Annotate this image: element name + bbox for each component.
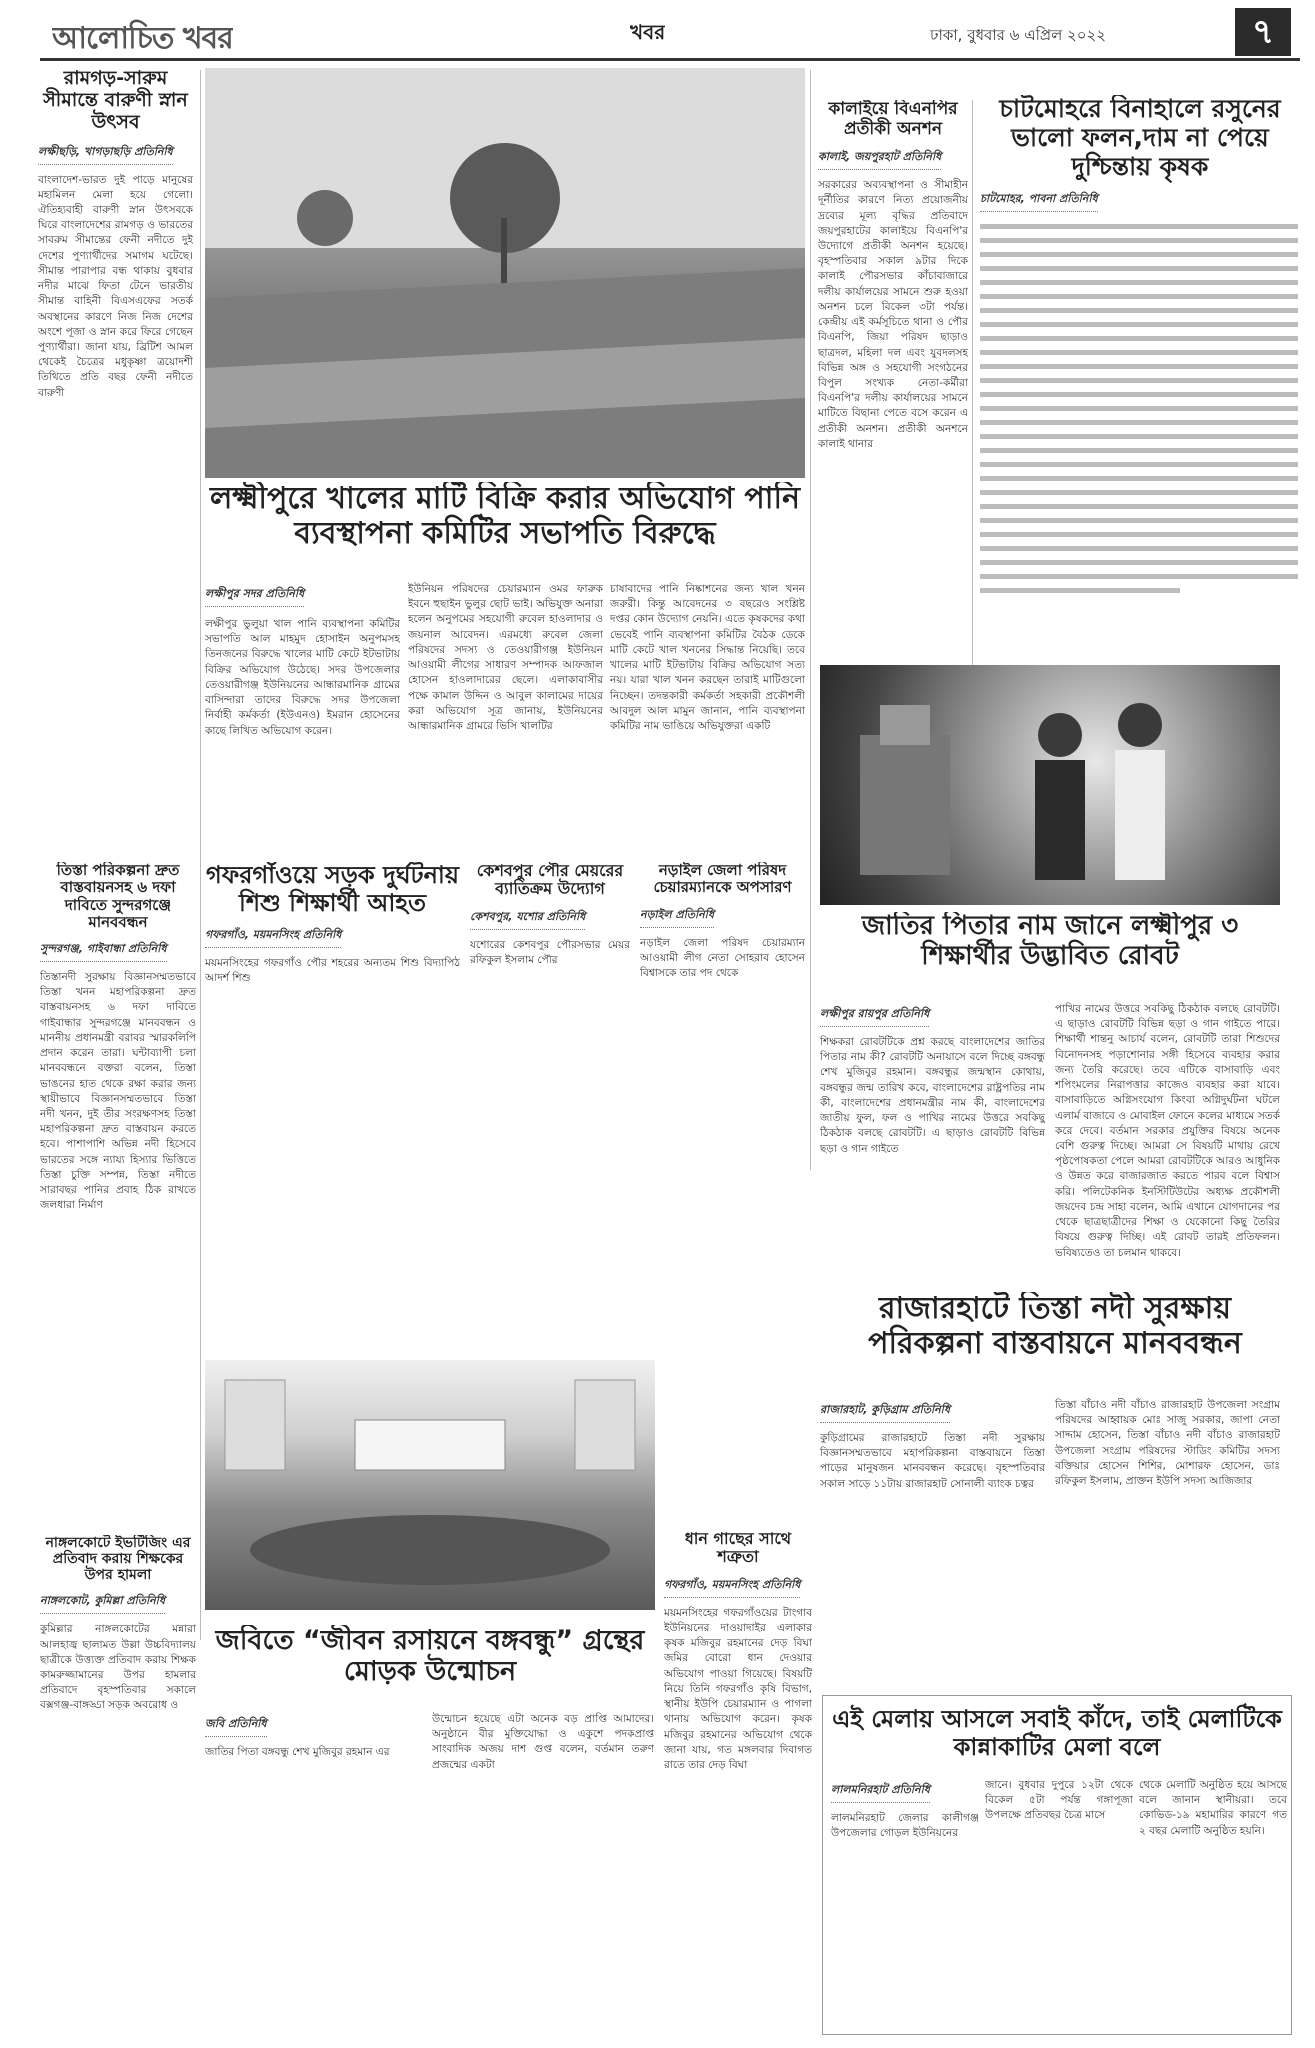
headline: নড়াইল জেলা পরিষদ চেয়ারম্যানকে অপসারণ <box>653 862 792 897</box>
article-jabi <box>205 1625 655 1687</box>
byline: লক্ষীছড়ি, খাগড়াছড়ি প্রতিনিধি <box>38 143 173 165</box>
page-number: ৭ <box>1235 8 1291 56</box>
canal-photo-illustration <box>205 68 805 478</box>
byline: রাজারহাট, কুড়িগ্রাম প্রতিনিধি <box>820 1401 950 1423</box>
masthead-rule <box>40 58 1300 61</box>
byline: কালাই, জয়পুরহাট প্রতিনিধি <box>818 148 941 170</box>
article-body: বাংলাদেশ-ভারত দুই পাড়ে মানুষের মহামিলন মেলা হয়ে গেলো। ঐতিহ্যবাহী বারুণী স্নান উৎসবকে ঘিরে বাংলাদেশের রামগড় ও ভারতের সাবরুম সীমান্তের ফেনী নদীতে দুই দেশের পুণ্যার্থীদের সমাগম ঘটেছে। সীমান্ত পারাপার বন্ধ থাকায় বুধবার নদীর মাঝে ফিতা টেনে ভারতীয় সীমান্ত বাহিনী বিএসএফের সতর্ক অবস্থানের কারণে নিজ নিজ দেশের অংশে পূজা ও স্নান করে ফিরে গেছেন পুণ্যার্থীরা। জানা যায়, ব্রিটিশ আমল থেকেই চৈত্রের মধুকৃষ্ণা ত্রয়োদশী তিথিতে প্রতি বছর ফেনী নদীতে বারুণী <box>38 173 193 399</box>
article-body: শিক্ষকরা রোবটটিকে প্রশ্ন করছে বাংলাদেশের জাতির পিতার নাম কী? রোবটটি অনায়াসে বলে দিচ্ছে বঙ্গবন্ধু শেখ মুজিবুর রহমান। বঙ্গবন্ধুর জন্মস্থান কোথায়, বঙ্গবন্ধুর জন্ম তারিখ কবে, বাংলাদেশের রাষ্ট্রপতির নাম কী, বাংলাদেশের প্রধানমন্ত্রীর নাম কী, বাংলাদেশের জাতীয় ফুল, ফল ও পাখির নামের উত্তরে সবকিছু ঠিকঠাক বলছে রোবটটি। এ ছাড়াও রোবটটি বিভিন্ন ছড়া ও গান গাইতে <box>820 1036 1045 1155</box>
column-divider <box>200 70 201 1640</box>
article-body: সরকারের অব্যবস্থাপনা ও সীমাহীন দূর্নীতির কারণে নিত্য প্রয়োজনীয় দ্রব্যের মূল্য বৃদ্ধির প্রতিবাদে জয়পুরহাটের কালাইয়ে বিএনপি'র উদ্যোগে প্রতীকী অনশন হয়েছে। বৃহস্পতিবার সকাল ৯টার দিকে কালাই পৌরসভার কাঁচাবাজারে দলীয় কার্যালয়ের সামনে শুরু হওয়া অনশন চলে বিকেল ৩টা পর্যন্ত। কেন্দ্রীয় এই কর্মসূচিতে থানা ও পৌর বিএনপি, জিয়া পরিষদ ছাড়াও ছাত্রদল, মহিলা দল এবং যুবদলসহ বিভিন্ন অঙ্গ ও সহযোগী সংগঠনের বিপুল সংখ্যক নেতা-কর্মীরা বিএনপি'র দলীয় কার্যালয়ের সামনে মাটিতে বিছানা পেতে বসে করেন এ প্রতীকী অনশন। প্রতীকী অনশনে কালাই থানার <box>818 179 968 450</box>
article-gafargaon-accident <box>205 862 460 1206</box>
section-label: খবর <box>630 20 666 44</box>
byline: গফরগাঁও, ময়মনসিংহ প্রতিনিধি <box>664 1576 800 1598</box>
meeting-photo-illustration <box>205 1360 655 1610</box>
headline: কালাইয়ে বিএনপির প্রতীকী অনশন <box>828 100 958 139</box>
article-body: জাতির পিতা বঙ্গবন্ধু শেখ মুজিবুর রহমান এর <box>205 1746 390 1758</box>
article-tista-sundarganj <box>0 862 196 1570</box>
byline: নড়াইল প্রতিনিধি <box>640 906 714 928</box>
article-body: জানে। বুধবার দুপুরে ১২টা থেকে বিকেল ৫টা পর্যন্ত গঙ্গাপূজা উপলক্ষে প্রতিবছর চৈত্র মাসে <box>985 1779 1133 1822</box>
headline: রাজারহাটে তিস্তা নদী সুরক্ষায় পরিকল্পনা বাস্তবায়নে মানববন্ধন <box>868 1292 1242 1361</box>
headline: রামগড়-সারুম সীমান্তে বারুণী স্নান উৎসব <box>43 68 188 133</box>
article-mela <box>822 1695 1292 2035</box>
article-keshabpur <box>470 862 630 1178</box>
article-lakshmipur-khal <box>205 482 805 551</box>
article-kalai <box>818 100 968 738</box>
headline: গফরগাঁওয়ে সড়ক দুর্ঘটনায় শিশু শিক্ষার্থী আহত <box>205 862 460 917</box>
article-body: তিস্তানদী সুরক্ষায় বিজ্ঞানসম্মতভাবে তিস্তা খনন মহাপরিকল্পনা দ্রুত বাস্তবায়নসহ ৬ দফা দাবিতে গাইবান্ধার সুন্দরগঞ্জে মানববন্ধন ও মাননীয় প্রধানমন্ত্রী বরাবর স্মারকলিপি প্রদান করেন তারা। ঘন্টাব্যাপী চলা মানববন্ধনে বক্তরা বলেন, তিস্তা ভাঙনের হাত থেকে রক্ষা করার জন্য স্থায়ীভাবে বিজ্ঞানসম্মতভাবে তিস্তা নদী খনন, দুই তীর সংরক্ষণসহ তিস্তা মহাপরিকল্পনা দ্রুত বাস্তবায়ন করতে হবে। পাশাপাশি অভিন্ন নদী হিসেবে ভারতের সঙ্গে ন্যায্য হিস্যার ভিত্তিতে তিস্তা চুক্তি সম্পন্ন, তিস্তা নদীতে সারাবছর পানির প্রবাহ ঠিক রাখতে জলধারা নির্মাণ <box>40 971 196 1212</box>
column-divider <box>972 100 973 680</box>
article-ramgarh <box>38 68 193 843</box>
article-body: থেকে মেলাটি অনুষ্ঠিত হয়ে আসছে বলে জানান স্থানীয়রা। তবে কোভিড-১৯ মহামারির কারণে গত ২ বছর মেলাটি অনুষ্ঠিত হয়নি। <box>1139 1779 1287 1837</box>
byline: গফরগাঁও, ময়মনসিংহ প্রতিনিধি <box>205 926 341 948</box>
article-body: উন্মোচন হয়েছে এটা অনেক বড় প্রাপ্তি আমাদের। অনুষ্ঠানে বীর মুক্তিযোদ্ধা ও একুশে পদকপ্রাপ্ত সাংবাদিক অজয় দাশ গুপ্ত বলেন, বর্তমান তরুণ প্রজন্মের একটা <box>432 1713 654 1771</box>
byline: নাঙ্গলকোট, কুমিল্লা প্রতিনিধি <box>40 1592 165 1614</box>
article-nangalkot <box>40 1535 196 1972</box>
article-chatmohar <box>980 95 1300 620</box>
robot-photo-illustration <box>820 665 1280 905</box>
article-body: কুড়িগ্রামের রাজারহাটে তিস্তা নদী সুরক্ষায় বিজ্ঞানসম্মতভাবে মহাপরিকল্পনা বাস্তবায়নে তিস্তা পাড়ের মানুষজন মানববন্ধন করেছে। বৃহস্পতিবার সকাল সাড়ে ১১টায় রাজারহাট সোনালী ব্যাংক চত্বর <box>820 1432 1045 1490</box>
article-body: পাখির নামের উত্তরে সবকিছু ঠিকঠাক বলছে রোবটটি। এ ছাড়াও রোবটটি বিভিন্ন ছড়া ও গান গাইতে পারে। শিক্ষার্থী শান্তনু আচার্য বলেন, রোবটটি তারা শিশুদের বিনোদনসহ পড়াশোনার সঙ্গী হিসেবে ব্যবহার করার জন্য তৈরি করেছে। তবে এটিকে বাসাবাড়ি এবং শপিংমলের নিরাপত্তার কাজেও ব্যবহার করা যাবে। বাসাবাড়িতে অগ্নিসংযোগ কিংবা অগ্নিদুর্ঘটনা ঘটলে এলার্ম বাজাবে ও মোবাইল ফোনে কলের মাধ্যমে সতর্ক করে দেবে। বর্তমান সরকার প্রযুক্তির বিষয়ে অনেক বেশি গুরুত্ব দিচ্ছে। আমরা সে বিষয়টি মাথায় রেখে পৃষ্ঠপোষকতা পেলে আমরা রোবটটিকে আরও আধুনিক ও উন্নত করে বাজারজাত করতে পারব বলে বিশ্বাস করি। পলিটেকনিক ইনস্টিটিউটের অধ্যক্ষ প্রকৌশলী জয়দেব চন্দ্র সাহা বলেন, আমি এখানে যোগদানের পর থেকে ছাত্রছাত্রীদের শিক্ষা ও যেকোনো কিছু তৈরির বিষয়ে গুরুত্ব দিচ্ছি। এই রোবট তারই প্রতিফলন। ভবিষ্যতেও তা চলমান থাকবে। <box>1055 1003 1280 1259</box>
headline: নাঙ্গলকোটে ইভটিজিং এর প্রতিবাদ করায় শিক্ষকের উপর হামলা <box>45 1535 191 1584</box>
byline: চাটমোহর, পাবনা প্রতিনিধি <box>980 190 1098 212</box>
article-body: যশোরের কেশবপুর পৌরসভার মেয়র রফিকুল ইসলাম পৌর <box>470 938 630 966</box>
robot-col-1 <box>820 1002 1045 1270</box>
article-dhan <box>664 1530 812 2026</box>
article-body: লালমনিরহাট জেলার কালীগঞ্জ উপজেলার গোড়ল ইউনিয়নের <box>831 1812 979 1840</box>
article-body-placeholder <box>980 220 1300 620</box>
masthead-title: আলোচিত খবর <box>52 21 233 56</box>
column-divider <box>810 70 811 1170</box>
headline: জাতির পিতার নাম জানে লক্ষ্মীপুর ৩ শিক্ষার্থীর উদ্ভাবিত রোবট <box>861 912 1239 971</box>
byline: লালমনিরহাট প্রতিনিধি <box>831 1781 930 1803</box>
headline: এই মেলায় আসলে সবাই কাঁদে, তাই মেলাটিকে কান্নাকাটির মেলা বলে <box>832 1705 1282 1761</box>
headline: ধান গাছের সাথে শত্রুতা <box>684 1530 792 1567</box>
article-body: ইউনিয়ন পরিষদের চেয়ারম্যান ওমর ফারুক ইবনে হুছাইন ভুলুর ছোট ভাই। অভিযুক্ত অনারা হলেন অনুপমের সহযোগী রুবেল হাওলাদার ও জয়নাল আবেদন। এরমধ্যে রুবেল জেলা পরিষদের সদস্য ও তেওয়ারীগঞ্জ ইউনিয়ন আওয়ামী লীগের সাধারণ সম্পাদক আফজাল হোসেন হাওলাদারের ছেলে। এলাকাবাসীর পক্ষে কামাল উদ্দিন ও আবুল কালামের দায়ের করা অভিযোগ সূত্র জানায়, ইউনিয়নের আন্ধারমানিক গ্রামরে ভিসি খালটির <box>408 583 603 732</box>
byline: লক্ষীপুর সদর প্রতিনিধি <box>205 585 304 607</box>
article-body: নড়াইল জেলা পরিষদ চেয়ারম্যান আওয়ামী লীগ নেতা সোহরাব হোসেন বিশ্বাসকে তার পদ থেকে <box>640 936 805 979</box>
photo-robot-students <box>820 665 1280 905</box>
article-body: ময়মনসিংহের গফরগাঁওয়ের টাংগাব ইউনিয়নের দাওয়াদাইর এলাকার কৃষক মজিবুর রহমানের দেড় বিঘা জমির বোরো ধান দেওয়ার অভিযোগ পাওয়া গিয়েছে। বিষয়টি নিয়ে তিনি গফরগাঁও কৃষি বিভাগ, স্থানীয় ইউপি চেয়ারম্যান ও পাগলা থানায় অভিযোগ করেন। কৃষক মজিবুর রহমানের অভিযোগ থেকে জানা যায়, গত মঙ্গলবার দিবাগত রাতে তার দেড় বিঘা <box>664 1606 812 1771</box>
byline: সুন্দরগঞ্জ, গাইবান্ধা প্রতিনিধি <box>40 940 167 962</box>
byline: লক্ষীপুর রায়পুর প্রতিনিধি <box>820 1005 929 1027</box>
khal-col-1 <box>205 582 400 867</box>
byline: কেশবপুর, যশোর প্রতিনিধি <box>470 908 585 930</box>
article-robot <box>820 912 1280 972</box>
headline: কেশবপুর পৌর মেয়রের ব্যাতিক্রম উদ্যোগ <box>476 862 624 899</box>
rajarhat-col-1 <box>820 1398 1045 1671</box>
photo-book-launch <box>205 1360 655 1610</box>
jabi-col-1 <box>205 1712 423 2025</box>
article-body: লক্ষীপুর ভুলুয়া খাল পানি ব্যবস্থাপনা কমিটির সভাপতি আল মাহমুদ হোসাইন অনুপমসহ তিনজনের বিরুদ্ধে খালের মাটি কেটে ইটভাটায় বিক্রির অভিযোগ উঠেছে। সদর উপজেলার তেওয়ারীগঞ্জ ইউনিয়নের আন্ধারমানিক গ্রামের বাসিন্দারা তাদের বিরুদ্ধে সদর উপজেলা নির্বাহী কর্মকর্তা (ইউএনও) ইমরান হোসেনের কাছে লিখিত অভিযোগ করেন। <box>205 618 400 737</box>
byline: জবি প্রতিনিধি <box>205 1715 267 1737</box>
headline: চাটমোহরে বিনাহালে রসুনের ভালো ফলন,দাম না পেয়ে দুশ্চিন্তায় কৃষক <box>999 95 1281 181</box>
article-body: কুমিল্লার নাঙ্গলকোটের মন্নারা আলহাজ্ব ছালামত উল্লা উচ্চবিদ্যালয় ছাত্রীকে উত্ত্যক্ত প্রতিবাদ করায় শিক্ষক কামরুজ্জামানের উপর হামলার প্রতিবাদে বৃহস্পতিবার সকালে বক্সগঞ্জ-বাঙ্গড্ডা সড়ক অবরোধ ও <box>40 1623 196 1712</box>
text-lines <box>980 220 1300 620</box>
article-narail <box>640 862 805 1376</box>
headline: তিস্তা পরিকল্পনা দ্রুত বাস্তবায়নসহ ৬ দফা দাবিতে সুন্দরগঞ্জে মানববন্ধন <box>56 862 180 931</box>
dateline: ঢাকা, বুধবার ৬ এপ্রিল ২০২২ <box>930 26 1107 44</box>
headline: লক্ষ্মীপুরে খালের মাটি বিক্রি করার অভিযোগ পানি ব্যবস্থাপনা কমিটির সভাপতি বিরুদ্ধে <box>210 482 800 551</box>
headline: জবিতে “জীবন রসায়নে বঙ্গবন্ধু” গ্রন্থের মোড়ক উন্মোচন <box>215 1625 645 1688</box>
photo-canal-digging <box>205 68 805 478</box>
article-rajarhat <box>820 1292 1290 1361</box>
article-body: চাষাবাদের পানি নিষ্কাশনের জন্য খাল খনন জরুরী। কিন্তু আবেদনের ৩ বছরেও সংশ্লিষ্ট দপ্তর কোন উদ্যোগ নেয়নি। এতে কৃষকদের কথা ভেবেই পানি ব্যবস্থাপনা কমিটির বৈঠক ডেকে মাটি কেটে খাল খননের সিদ্ধান্ত নিয়েছি। তবে খালের মাটি ইটভাটায় বিক্রির অভিযোগ সত্য নয়। যারা খাল খনন করছেন তারাই মাটিগুলো নিচ্ছেন। তদন্তকারী কর্মকর্তা সহকারী প্রকৌশলী আবদুল আল মামুন জানান, পানি ব্যবস্থাপনা কমিটির নাম ভাঙিয়ে অভিযুক্তরা একটি <box>610 583 805 732</box>
article-body: ময়মনসিংহের গফরগাঁও পৌর শহরের অন্যতম শিশু বিদ্যাপিঠ আদর্শ শিশু <box>205 957 460 985</box>
article-body: তিস্তা বাঁচাও নদী বাঁচাও রাজারহাট উপজেলা সংগ্রাম পরিষদের আহ্বায়ক মোঃ সাজু সরকার, জাপা নেতা সাদ্দাম হোসেন, তিস্তা বাঁচাও নদী বাঁচাও রাজারহাট উপজেলা সংগ্রাম পরিষদের স্টাডিং কমিটির সদস্য বক্তিয়ার হোসেন শিশির, মোশারফ হোসেন, ডাঃ রফিকুল ইসলাম, প্রাক্তন ইউপি সদস্য আজিজার <box>1055 1399 1280 1488</box>
